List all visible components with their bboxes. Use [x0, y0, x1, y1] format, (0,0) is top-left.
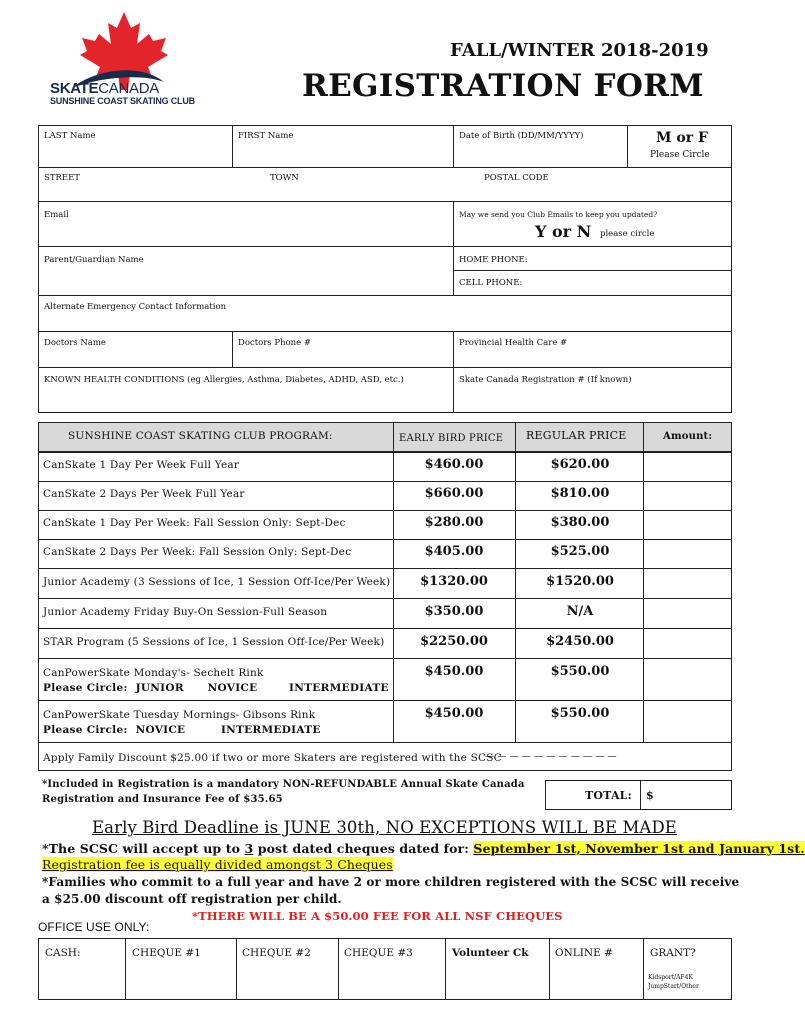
- gender-please-circle: Please Circle: [650, 150, 710, 160]
- online-label: ONLINE #: [555, 947, 613, 959]
- yes-no-label: Y or N: [535, 222, 592, 241]
- level-circle-options[interactable]: Please Circle: JUNIOR NOVICE INTERMEDIATE: [43, 682, 389, 694]
- cheque2-label: CHEQUE #2: [242, 947, 311, 959]
- early-bird-price: $450.00: [424, 664, 484, 679]
- email-consent-label: May we send you Club Emails to keep you updated?: [459, 210, 658, 219]
- office-cheque2-field[interactable]: [237, 939, 337, 999]
- cheque3-label: CHEQUE #3: [344, 947, 413, 959]
- amount-header: Amount:: [663, 431, 713, 442]
- volunteer-label: Volunteer Ck: [452, 947, 529, 959]
- address-field[interactable]: [39, 168, 731, 200]
- program-row[interactable]: [39, 629, 731, 658]
- early-bird-price: $350.00: [424, 604, 484, 619]
- program-label: STAR Program (5 Sessions of Ice, 1 Session Off-Ice/Per Week): [43, 636, 385, 648]
- office-cheque1-field[interactable]: [126, 939, 235, 999]
- level-circle-options[interactable]: Please Circle: NOVICE INTERMEDIATE: [43, 724, 321, 736]
- family-discount-text: Apply Family Discount $25.00 if two or more Skaters are registered with the SCSC: [43, 752, 502, 764]
- regular-price: $380.00: [550, 515, 610, 530]
- program-label: Junior Academy Friday Buy-On Session-Full Season: [43, 606, 328, 618]
- cell-phone-label: CELL PHONE:: [459, 278, 523, 288]
- first-name-label: FIRST Name: [238, 131, 294, 141]
- yes-no-please-circle: please circle: [600, 229, 655, 239]
- street-label: STREET: [44, 173, 80, 183]
- office-online-field[interactable]: [550, 939, 642, 999]
- club-logo-line1: SKATECANADA: [50, 80, 159, 97]
- office-use-label: OFFICE USE ONLY:: [38, 920, 150, 934]
- program-label: CanSkate 1 Day Per Week Full Year: [43, 459, 240, 471]
- program-row[interactable]: [39, 511, 731, 539]
- early-bird-price: $280.00: [424, 515, 484, 530]
- cheques-notice-line2: Registration fee is equally divided amongst 3 Cheques: [42, 857, 393, 872]
- regular-header: REGULAR PRICE: [526, 429, 627, 442]
- included-fee-note-line1: *Included in Registration is a mandatory NON-REFUNDABLE Annual Skate Canada: [42, 779, 525, 790]
- program-label: CanSkate 1 Day Per Week: Fall Session Only: Sept-Dec: [43, 517, 346, 529]
- grant-note-line1: Kidsport/AF4K: [648, 974, 693, 981]
- early-bird-price: $1320.00: [420, 574, 488, 589]
- families-notice-line2: a $25.00 discount off registration per child.: [42, 892, 342, 906]
- program-row[interactable]: [39, 453, 731, 481]
- program-header-label: SUNSHINE COAST SKATING CLUB PROGRAM:: [68, 430, 333, 442]
- postal-code-label: POSTAL CODE: [484, 173, 549, 183]
- gender-label: M or F: [656, 130, 708, 146]
- parent-label: Parent/Guardian Name: [44, 255, 144, 265]
- regular-price: $525.00: [550, 544, 610, 559]
- dob-label: Date of Birth (DD/MM/YYYY): [459, 131, 584, 141]
- early-bird-price: $460.00: [424, 457, 484, 472]
- program-row[interactable]: [39, 540, 731, 568]
- program-label: CanPowerSkate Monday's- Sechelt Rink: [43, 667, 264, 679]
- cash-label: CASH:: [45, 947, 81, 959]
- early-bird-header: EARLY BIRD PRICE: [399, 433, 504, 444]
- doctors-phone-label: Doctors Phone #: [238, 338, 311, 348]
- grant-note-line2: JumpStart/Other: [648, 983, 699, 990]
- regular-price: $620.00: [550, 457, 610, 472]
- email-label: Email: [44, 210, 69, 220]
- email-field[interactable]: [39, 202, 452, 245]
- regular-price: $1520.00: [546, 574, 614, 589]
- early-bird-price: $660.00: [424, 486, 484, 501]
- early-bird-price: $450.00: [424, 706, 484, 721]
- program-row[interactable]: [39, 569, 731, 598]
- regular-price: $2450.00: [546, 634, 614, 649]
- total-currency: $: [646, 789, 654, 802]
- regular-price: $550.00: [550, 664, 610, 679]
- club-logo-line2: SUNSHINE COAST SKATING CLUB: [50, 96, 195, 106]
- page-title: REGISTRATION FORM: [302, 68, 704, 104]
- office-volunteer-field[interactable]: [446, 939, 548, 999]
- skate-canada-reg-label: Skate Canada Registration # (If known): [459, 375, 632, 385]
- early-bird-price: $2250.00: [420, 634, 488, 649]
- grant-label: GRANT?: [650, 947, 696, 959]
- alt-contact-label: Alternate Emergency Contact Information: [44, 302, 227, 312]
- regular-price: N/A: [566, 604, 594, 619]
- families-notice-line1: *Families who commit to a full year and have 2 or more children registered with the SCSC will receive: [42, 875, 740, 889]
- cheque1-label: CHEQUE #1: [132, 947, 201, 959]
- family-discount-amount-line[interactable]: — — — — — — — — — — —: [485, 752, 617, 762]
- program-label: Junior Academy (3 Sessions of Ice, 1 Session Off-Ice/Per Week): [43, 576, 391, 588]
- health-care-label: Provincial Health Care #: [459, 338, 568, 348]
- town-label: TOWN: [270, 173, 299, 183]
- regular-price: $550.00: [550, 706, 610, 721]
- early-bird-price: $405.00: [424, 544, 484, 559]
- total-label: TOTAL:: [585, 789, 632, 802]
- program-label: CanSkate 2 Days Per Week Full Year: [43, 488, 245, 500]
- program-row[interactable]: [39, 599, 731, 628]
- nsf-notice: *THERE WILL BE A $50.00 FEE FOR ALL NSF CHEQUES: [192, 909, 563, 923]
- cheques-notice: *The SCSC will accept up to 3 post dated cheques dated for: September 1st, November 1st and January 1st.: [42, 841, 805, 856]
- office-grant-field[interactable]: [644, 939, 731, 999]
- program-label: CanPowerSkate Tuesday Mornings- Gibsons Rink: [43, 709, 316, 721]
- program-row[interactable]: [39, 659, 731, 700]
- office-cash-field[interactable]: [39, 939, 124, 999]
- regular-price: $810.00: [550, 486, 610, 501]
- program-row[interactable]: [39, 701, 731, 742]
- office-cheque3-field[interactable]: [339, 939, 444, 999]
- health-conditions-label: KNOWN HEALTH CONDITIONS (eg Allergies, Asthma, Diabetes, ADHD, ASD, etc.): [44, 375, 404, 385]
- email-consent-field[interactable]: [454, 202, 731, 245]
- home-phone-label: HOME PHONE:: [459, 255, 528, 265]
- program-label: CanSkate 2 Days Per Week: Fall Session Only: Sept-Dec: [43, 546, 352, 558]
- total-amount-field[interactable]: [641, 781, 731, 809]
- doctors-name-label: Doctors Name: [44, 338, 106, 348]
- early-bird-deadline: Early Bird Deadline is JUNE 30th, NO EXCEPTIONS WILL BE MADE: [92, 818, 677, 837]
- last-name-label: LAST Name: [44, 131, 96, 141]
- season-heading: FALL/WINTER 2018-2019: [450, 40, 709, 61]
- program-row[interactable]: [39, 482, 731, 510]
- included-fee-note-line2: Registration and Insurance Fee of $35.65: [42, 794, 283, 805]
